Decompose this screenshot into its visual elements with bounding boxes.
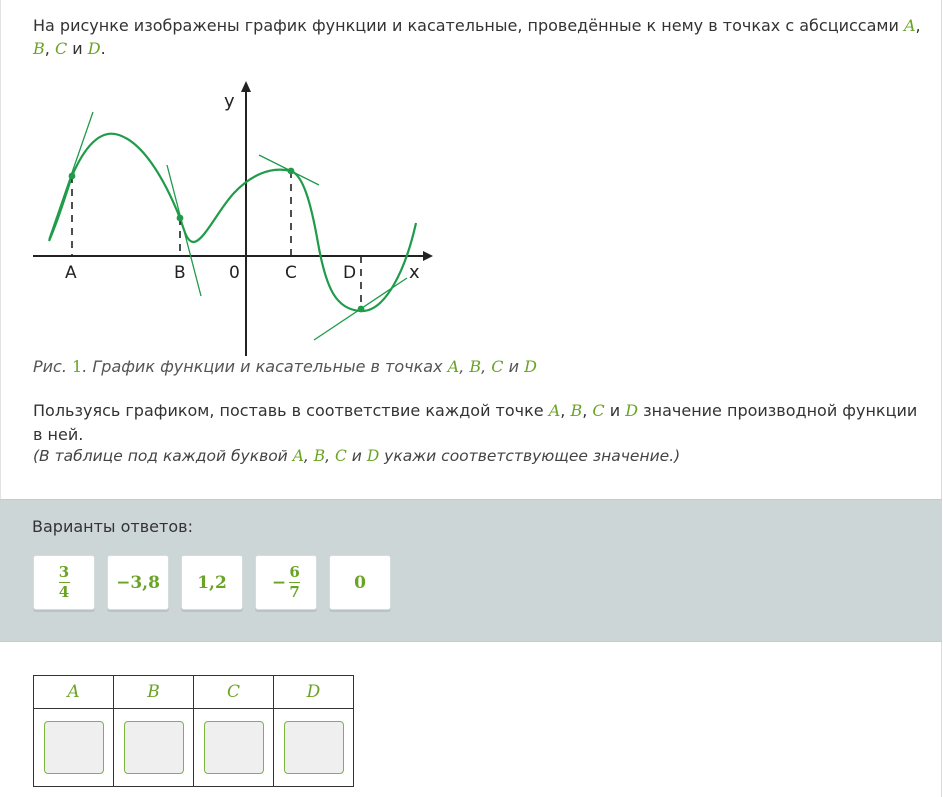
option-1-2[interactable]: 1,2 — [181, 555, 243, 610]
header-d: D — [274, 676, 354, 709]
drop-slot-a[interactable] — [44, 721, 104, 774]
header-a: A — [34, 676, 114, 709]
question-intro: На рисунке изображены график функции и касательные, проведённые к нему в точках с абсциссами A, B, C и D. — [33, 16, 921, 58]
label-a: A — [65, 263, 77, 283]
option-minus-3-8[interactable]: −3,8 — [107, 555, 169, 610]
point-c — [288, 168, 295, 175]
origin-label: 0 — [229, 263, 240, 283]
label-d: D — [343, 263, 357, 283]
answer-options-panel — [0, 499, 942, 642]
option-3-4[interactable] — [33, 555, 95, 610]
drop-slot-b[interactable] — [124, 721, 184, 774]
drop-slot-c[interactable] — [204, 721, 264, 774]
fraction: $\frac{3}{4}$ — [58, 563, 70, 601]
task-text: Пользуясь графиком, поставь в соответствие каждой точке A, B, C и D значение производной функции в ней. — [33, 401, 918, 444]
var-d: D — [87, 39, 101, 58]
header-c: C — [194, 676, 274, 709]
point-d — [358, 306, 365, 313]
point-b — [177, 215, 184, 222]
x-axis-label: x — [409, 262, 420, 283]
answer-table — [33, 675, 354, 787]
drop-slot-d[interactable] — [284, 721, 344, 774]
label-b: B — [174, 263, 186, 283]
option-minus-6-7[interactable]: − $\frac{6}{7}$ — [255, 555, 317, 610]
function-graph — [31, 78, 436, 360]
header-b: B — [114, 676, 194, 709]
y-axis-arrow — [241, 81, 251, 92]
var-c: C — [54, 39, 68, 58]
option-0[interactable]: 0 — [329, 555, 391, 610]
answers-title: Варианты ответов: — [32, 517, 193, 536]
figure-caption: Рис. 1. График функции и касательные в точках A, B, C и D — [33, 357, 537, 376]
var-b: B — [33, 39, 45, 58]
point-a — [69, 173, 76, 180]
label-c: C — [285, 263, 297, 283]
x-axis-arrow — [423, 251, 433, 261]
var-a: A — [903, 16, 916, 35]
y-axis-label: y — [224, 91, 235, 112]
hint-text: (В таблице под каждой буквой A, B, C и D укажи соответствующее значение.) — [33, 447, 681, 465]
fraction: $\frac{6}{7}$ — [289, 563, 300, 601]
